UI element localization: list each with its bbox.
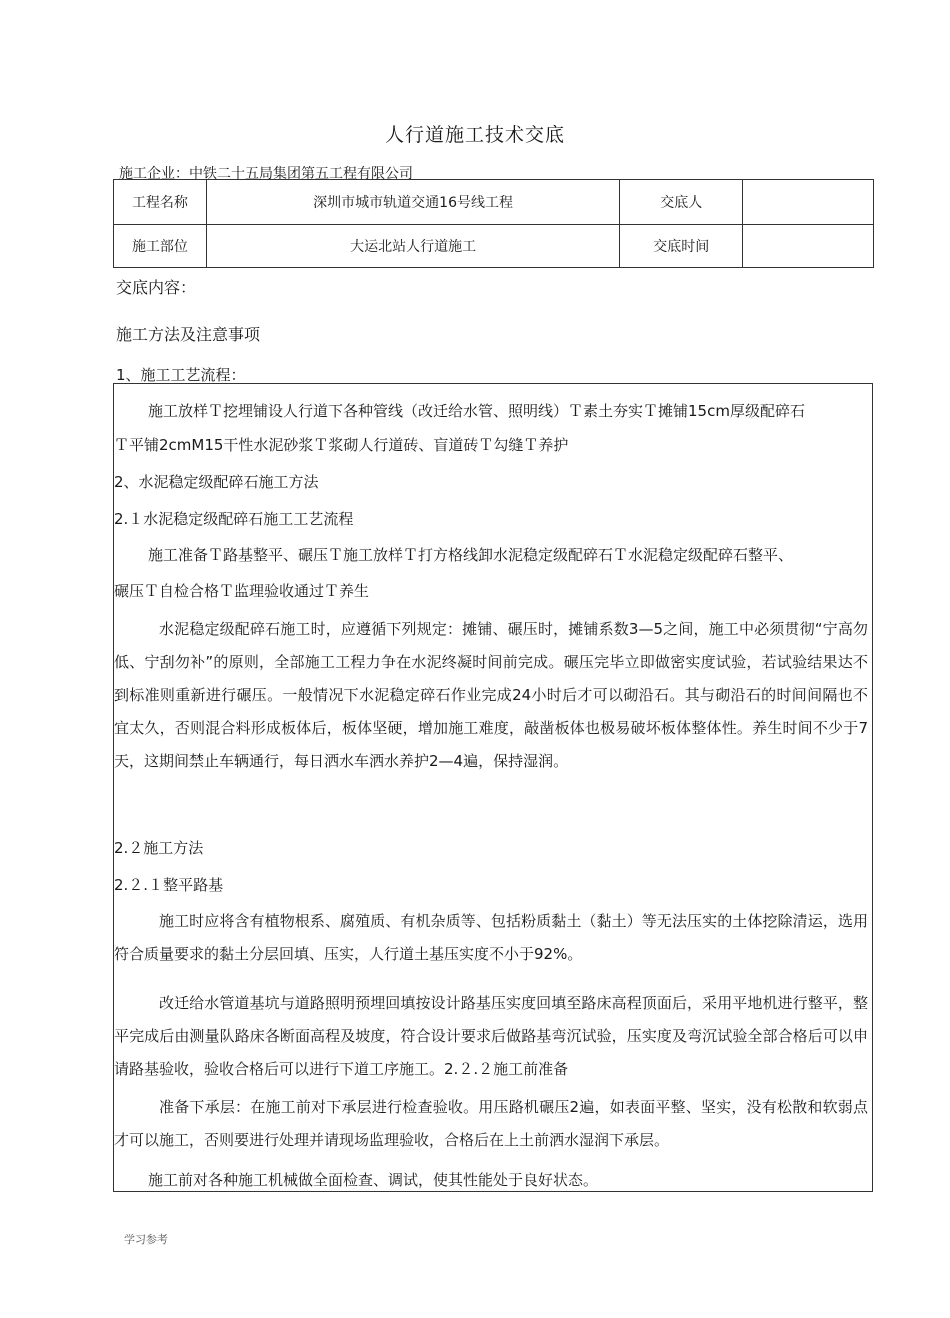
section-2-2-heading: 2.２施工方法 bbox=[114, 839, 204, 857]
section-2-heading: 2、水泥稳定级配碎石施工方法 bbox=[114, 473, 319, 491]
content-box bbox=[113, 383, 873, 1192]
flow-line-2: Ｔ平铺2cmM15干性水泥砂浆Ｔ浆砌人行道砖、盲道砖Ｔ勾缝Ｔ养护 bbox=[114, 436, 569, 454]
sec21-line-1: 施工准备Ｔ路基整平、碾压Ｔ施工放样Ｔ打方格线卸水泥稳定级配碎石Ｔ水泥稳定级配碎石整平、 bbox=[148, 546, 794, 564]
paragraph-machinery: 施工前对各种施工机械做全面检查、调试，使其性能处于良好状态。 bbox=[148, 1171, 599, 1189]
time-label: 交底时间 bbox=[620, 225, 743, 268]
paragraph-cement: 水泥稳定级配碎石施工时，应遵循下列规定：摊铺、碾压时，摊铺系数3—5之间，施工中必须贯彻“宁高勿低、宁刮勿补”的原则，全部施工工程力争在水泥终凝时间前完成。碾压完毕立即做密实度试验，若试验结果达不到标准则重新进行碾压。一般情况下水泥稳定碎石作业完成24小时后才可以砌沿石。其与砌沿石的时间间隔也不宜太久，否则混合料形成板体后，板体坚硬，增加施工难度，敲凿板体也极易破坏板体整体性。养生时间不少于7天，这期间禁止车辆通行，每日洒水车洒水养护2—4遍，保持湿润。 bbox=[114, 620, 868, 770]
section-2-1-heading: 2.１水泥稳定级配碎石施工工艺流程 bbox=[114, 510, 354, 528]
sec21-line-2: 碾压Ｔ自检合格Ｔ监理验收通过Ｔ养生 bbox=[114, 582, 370, 600]
project-info-table bbox=[113, 179, 874, 268]
flow-line-1: 施工放样Ｔ挖埋铺设人行道下各种管线（改迁给水管、照明线）Ｔ素土夯实Ｔ摊铺15cm厚级配碎石 bbox=[148, 402, 805, 420]
company-line: 施工企业：中铁二十五局集团第五工程有限公司 bbox=[119, 166, 413, 182]
content-heading: 交底内容： bbox=[116, 278, 197, 297]
discloser-label: 交底人 bbox=[620, 180, 743, 225]
table-row bbox=[114, 180, 874, 225]
method-heading: 施工方法及注意事项 bbox=[116, 325, 261, 344]
document-title: 人行道施工技术交底 bbox=[384, 124, 565, 146]
table-row bbox=[114, 225, 874, 268]
discloser-value bbox=[743, 180, 874, 225]
location-value: 大运北站人行道施工 bbox=[206, 225, 619, 268]
paragraph-preparation: 准备下承层：在施工前对下承层进行检查验收。用压路机碾压2遍，如表面平整、坚实，没有松散和软弱点才可以施工，否则要进行处理并请现场监理验收，合格后在上土前洒水湿润下承层。 bbox=[114, 1098, 868, 1149]
project-name-label: 工程名称 bbox=[114, 180, 207, 225]
location-label: 施工部位 bbox=[114, 225, 207, 268]
time-value bbox=[743, 225, 874, 268]
paragraph-rerouting: 改迁给水管道基坑与道路照明预埋回填按设计路基压实度回填至路床高程顶面后，采用平地机进行整平，整平完成后由测量队路床各断面高程及坡度，符合设计要求后做路基弯沉试验，压实度及弯沉试验全部合格后可以申请路基验收，验收合格后可以进行下道工序施工。2.２.２施工前准备 bbox=[114, 994, 868, 1078]
section-2-2-1-heading: 2.２.１整平路基 bbox=[114, 876, 224, 894]
step1-heading: 1、施工工艺流程： bbox=[116, 366, 246, 384]
project-name-value: 深圳市城市轨道交通16号线工程 bbox=[206, 180, 619, 225]
footer-note: 学习参考 bbox=[124, 1233, 168, 1246]
paragraph-leveling: 施工时应将含有植物根系、腐殖质、有机杂质等、包括粉质黏土（黏土）等无法压实的土体挖除清运，选用符合质量要求的黏土分层回填、压实，人行道土基压实度不小于92%。 bbox=[114, 912, 868, 963]
